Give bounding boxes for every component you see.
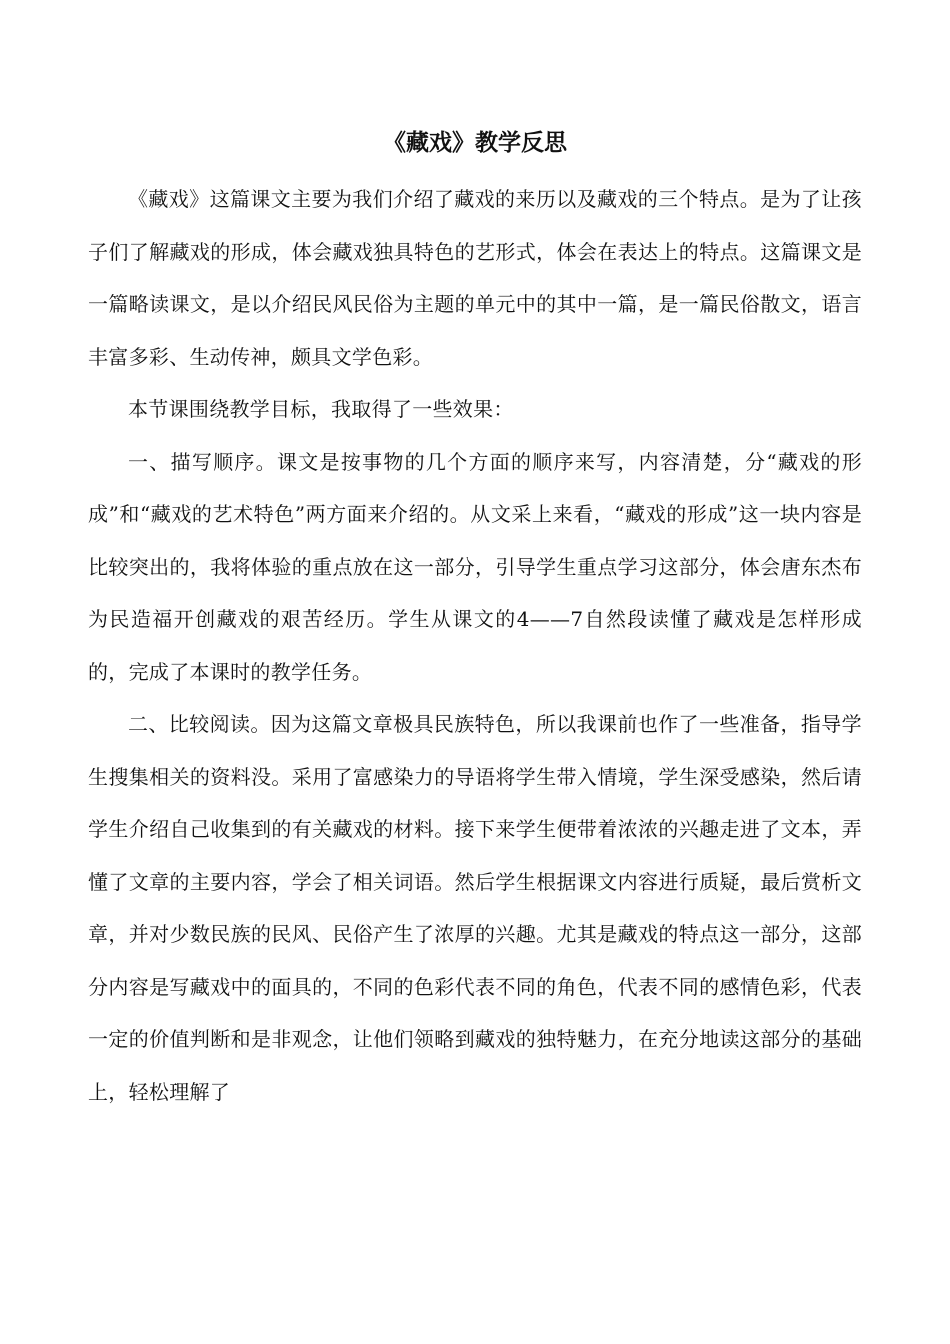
document-body <box>88 173 862 1118</box>
paragraph-point-one: 一、描写顺序。课文是按事物的几个方面的顺序来写，内容清楚，分“藏戏的形成”和“藏戏的艺术特色”两方面来介绍的。从文采上来看，“藏戏的形成”这一块内容是比较突出的，我将体验的重点放在这一部分，引导学生重点学习这部分，体会唐东杰布为民造福开创藏戏的艰苦经历。学生从课文的4——7自然段读懂了藏戏是怎样形成的，完成了本课时的教学任务。 <box>88 449 862 684</box>
paragraph-effects-lead: 本节课围绕教学目标，我取得了一些效果： <box>128 397 514 421</box>
document-title: 《藏戏》教学反思 <box>383 129 567 156</box>
paragraph-point-two: 二、比较阅读。因为这篇文章极具民族特色，所以我课前也作了一些准备，指导学生搜集相关的资料没。采用了富感染力的导语将学生带入情境，学生深受感染，然后请学生介绍自己收集到的有关藏戏的材料。接下来学生便带着浓浓的兴趣走进了文本，弄懂了文章的主要内容，学会了相关词语。然后学生根据课文内容进行质疑，最后赏析文章，并对少数民族的民风、民俗产生了浓厚的兴趣。尤其是藏戏的特点这一部分，这部分内容是写藏戏中的面具的，不同的色彩代表不同的角色，代表不同的感情色彩，代表一定的价值判断和是非观念，让他们领略到藏戏的独特魅力，在充分地读这部分的基础上，轻松理解了 <box>88 712 862 1104</box>
paragraph-intro: 《藏戏》这篇课文主要为我们介绍了藏戏的来历以及藏戏的三个特点。是为了让孩子们了解藏戏的形成，体会藏戏独具特色的艺形式，体会在表达上的特点。这篇课文是一篇略读课文，是以介绍民风民俗为主题的单元中的其中一篇，是一篇民俗散文，语言丰富多彩、生动传神，颇具文学色彩。 <box>88 187 862 369</box>
